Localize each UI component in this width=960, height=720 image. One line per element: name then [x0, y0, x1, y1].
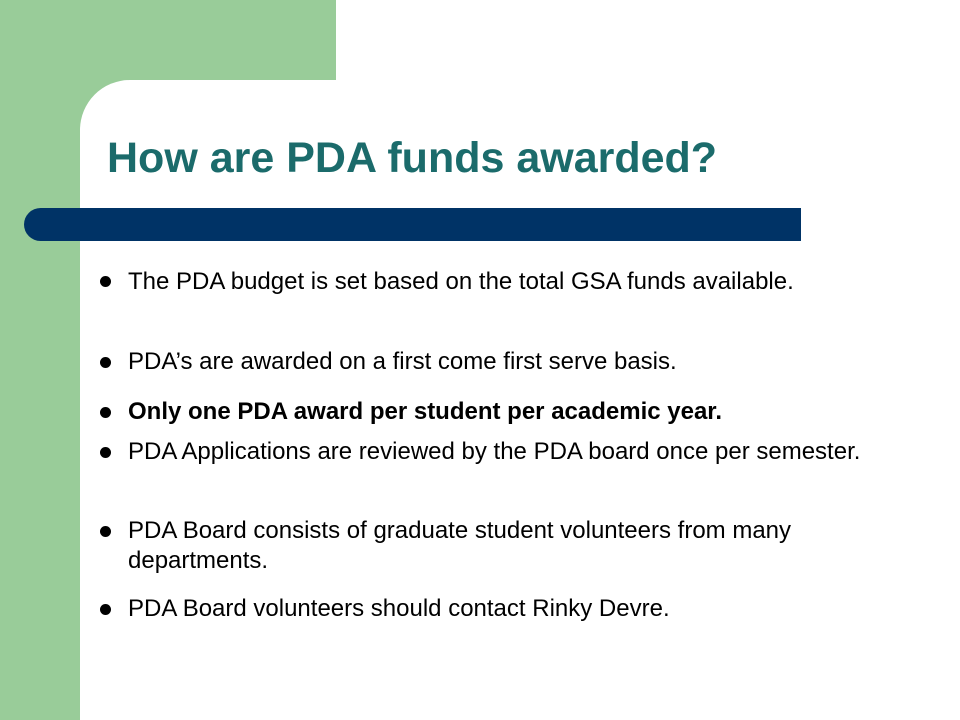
bullet-item [100, 347, 936, 377]
bullet-item [100, 262, 936, 302]
bullet-item [100, 437, 936, 467]
bullet-text: PDA’s are awarded on a first come first serve basis. [128, 348, 677, 375]
bullet-dot-icon [100, 447, 111, 458]
bullet-item [100, 594, 936, 624]
bullet-dot-icon [100, 604, 111, 615]
slide-title: How are PDA funds awarded? [107, 134, 718, 182]
title-underline-bar [24, 208, 801, 241]
bullet-text: PDA Board volunteers should contact Rinky Devre. [128, 595, 670, 622]
bullet-text: PDA Board consists of graduate student volunteers from many departments. [128, 517, 792, 574]
bullet-dot-icon [100, 407, 111, 418]
bullet-item [100, 397, 936, 427]
bullet-dot-icon [100, 526, 111, 537]
bullet-text: The PDA budget is set based on the total GSA funds available. [128, 268, 794, 295]
bullet-text-bold: Only one PDA award per student per academic year. [128, 398, 722, 425]
bullet-dot-icon [100, 276, 111, 287]
bullet-text: PDA Applications are reviewed by the PDA board once per semester. [128, 438, 861, 465]
bullet-item [100, 516, 936, 576]
bullet-dot-icon [100, 357, 111, 368]
